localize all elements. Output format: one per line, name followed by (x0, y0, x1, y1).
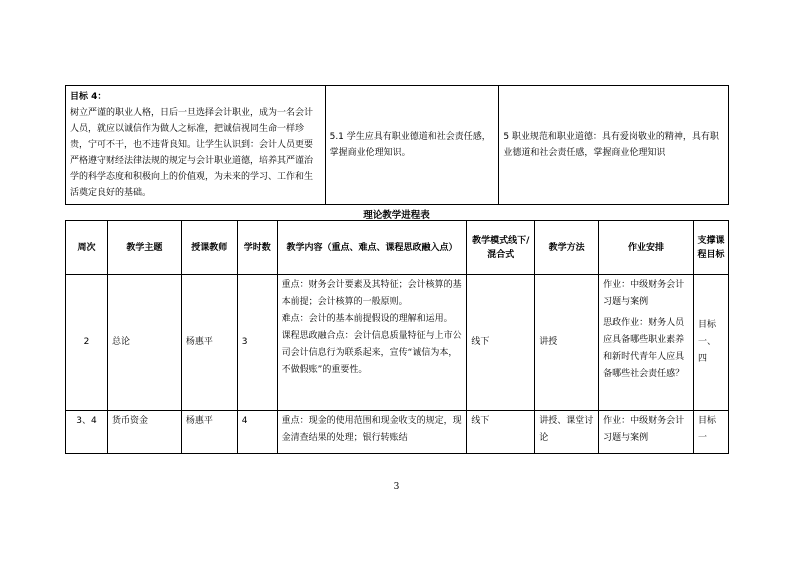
row-content (277, 275, 467, 411)
header-content: 教学内容（重点、难点、课程思政融入点） (277, 221, 467, 275)
row-support: 目标一 (693, 411, 728, 454)
content-key-points: 重点：财务会计要素及其特征；会计核算的基本前提；会计核算的一般原则。 (281, 280, 462, 307)
content-ideology: 课程思政融合点：会计信息质量特征与上市公司会计信息行为联系起来，宣传“诚信为本，不做假账”的重要性。 (281, 331, 462, 375)
content-difficulties: 难点：会计的基本前提假设的理解和运用。 (281, 314, 453, 324)
header-hours: 学时数 (237, 221, 277, 275)
row-topic: 总论 (107, 275, 181, 411)
row-topic: 货币资金 (107, 411, 181, 454)
table-row (66, 411, 729, 454)
row-teacher: 杨惠平 (181, 275, 237, 411)
header-assignment: 作业安排 (599, 221, 694, 275)
objective-table (65, 85, 729, 205)
row-support: 目标一、四 (693, 275, 728, 411)
header-method: 教学方法 (535, 221, 599, 275)
page-number: 3 (393, 482, 400, 492)
row-assignment (599, 411, 694, 454)
assignment-item: 思政作业：财务人员应具备哪些职业素养和新时代青年人应具备哪些社会责任感？ (603, 318, 685, 379)
row-week: 2 (66, 275, 108, 411)
schedule-title: 理论教学进程表 (363, 210, 430, 221)
objective-title: 目标 4： (70, 92, 107, 102)
row-method: 讲授、课堂讨论 (535, 411, 599, 454)
schedule-table (65, 220, 729, 454)
objective-row (66, 86, 729, 205)
content-key-points: 重点：现金的使用范围和现金收支的规定，现金清查结果的处理；银行转账结 (281, 416, 462, 443)
row-week: 3、4 (66, 411, 108, 454)
row-hours: 3 (237, 275, 277, 411)
objective-cell (66, 86, 326, 205)
header-mode: 教学模式线下/混合式 (467, 221, 535, 275)
header-teacher: 授课教师 (181, 221, 237, 275)
header-support: 支撑课程目标 (693, 221, 728, 275)
schedule-header-row (66, 221, 729, 275)
assignment-item: 作业：中级财务会计习题与案例 (603, 280, 685, 307)
row-mode: 线下 (467, 411, 535, 454)
row-content (277, 411, 467, 454)
row-hours: 4 (237, 411, 277, 454)
row-assignment (599, 275, 694, 411)
objective-description: 树立严谨的职业人格，日后一旦选择会计职业，成为一名会计人员，就应以诚信作为做人之标准，把诚信视同生命一样珍贵，宁可不干，也不违背良知。让学生认识到：会计人员更要严格遵守财经法律法规的规定与会计职业道德，培养其严谨治学的科学态度和积极向上的价值观，为未来的学习、工作和生活奠定良好的基础。 (70, 108, 314, 198)
row-mode: 线下 (467, 275, 535, 411)
header-week: 周次 (66, 221, 108, 275)
objective-graduate-ability: 5 职业规范和职业道德：具有爱岗敬业的精神，具有职业德道和社会责任感，掌握商业伦理知识 (499, 86, 729, 205)
row-method: 讲授 (535, 275, 599, 411)
assignment-item: 作业：中级财务会计习题与案例 (603, 416, 685, 443)
objective-graduate-requirement: 5.1 学生应具有职业德道和社会责任感，掌握商业伦理知识。 (325, 86, 499, 205)
header-topic: 教学主题 (107, 221, 181, 275)
table-row (66, 275, 729, 411)
row-teacher: 杨惠平 (181, 411, 237, 454)
